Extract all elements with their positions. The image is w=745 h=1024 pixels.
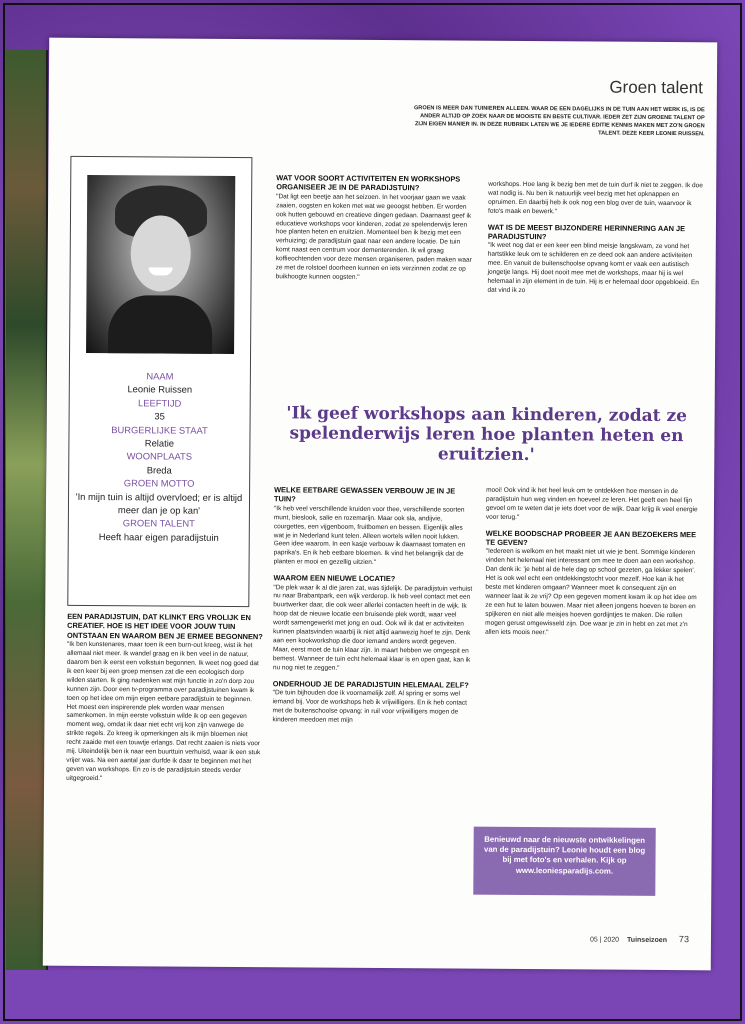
rubric-title: Groen talent bbox=[609, 77, 703, 98]
motto-label: GROEN MOTTO bbox=[123, 477, 195, 489]
page-number: 73 bbox=[678, 934, 690, 945]
talent-value: Heeft haar eigen paradijstuin bbox=[98, 530, 219, 543]
answer-7: "Iedereen is welkom en het maakt niet uit wie je bent. Sommige kinderen vinden het helemaal niet interessant om mee te doen aan een workshop. Dan denk ik: 'je hebt al de hele dag op school gezeten, ga lekker spelen'. Het is ook wel echt een ontdekkingstocht voor mezelf. Hoe kan ik het beste met kinderen omgaan? Wanneer moet ik consequent zijn en wanneer laat ik ze vrij? Op een gegeven moment kwam ik op het idee om ze een hut te laten bouwen. Maar niet alleen jongens hoeven te boren en spijkeren en niet alle meisjes hoeven gordijntjes te maken. Die rollen mogen gerust omgewisseld zijn. Doe waar je zin in hebt en zet met z'n allen iets moois neer." bbox=[485, 548, 697, 636]
answer-5: "De plek waar ik al die jaren zat, was tijdelijk. De paradijstuin verhuist nu naar Brabantpark, een wijk verderop. Ik heb veel contact met een buurtwerker daar, die ook weer allerlei contacten heeft in de wijk. Ik hoop dat de nieuwe locatie een bruisende plek wordt, waar veel wordt samengewerkt met jong en oud. Ook wil ik dat er activiteiten kunnen plaatsvinden waarbij ik niet altijd aanwezig hoef te zijn. Denk aan een kookworkshop die door iemand anders wordt gegeven. Maar, eerst moet de tuin klaar zijn. In maart hebben we omgespit en bemest. Wanneer de tuin echt helemaal klaar is en open gaat, kan ik nu nog niet te zeggen." bbox=[272, 583, 473, 672]
blog-promo-box: Benieuwd naar de nieuwste ontwikkelingen van de paradijstuin? Leonie houdt een blog bij met foto's en verhalen. Kijk op www.leoniesparadijs.com. bbox=[473, 827, 655, 896]
photo-border bbox=[3, 3, 742, 1021]
answer-4: "Ik heb veel verschillende kruiden voor thee, verschillende soorten munt, bieslook, salie en rozemarijn. Maar ook sla, andijvie, courgettes, een vijgenboom, fruitbomen en bessen. Eigenlijk alles wat je in Nederland kunt telen. Alleen wortels willen nooit lukken. Geen idee waarom. In een kasje verbouw ik daarnaast tomaten en paprika's. En ik heb eetbare bloemen. Ik vind het belangrijk dat de planten er mooi en gezellig uitzien." bbox=[273, 505, 466, 567]
answer-3: "Ik weet nog dat er een keer een blind meisje langskwam, ze vond het hartstikke leuk om te schilderen en ze deed ook aan andere activiteiten mee. En vanuit de buitenschoolse opvang komt er vaak een autistisch jongetje langs. Hij doet nooit mee met de workshops, maar hij is wel helemaal in zijn element in de tuin. Hij is er helemaal door opgebloeid. En dat vind ik zo bbox=[487, 242, 699, 294]
issue-number: 05 | 2020 bbox=[589, 936, 620, 944]
question-3: WAT IS DE MEEST BIJZONDERE HERINNERING AAN JE PARADIJSTUIN? bbox=[487, 222, 686, 242]
answer-6: "De tuin bijhouden doe ik voornamelijk zelf. Al spring er soms wel iemand bij. Voor de workshops heb ik vrijwilligers. En ik heb contact met de buitenschoolse opvang: in ruil voor vrijwilligers mogen de kinderen meedoen met mijn bbox=[272, 689, 468, 724]
question-1: EEN PARADIJSTUIN, DAT KLINKT ERG VROLIJK EN CREATIEF. HOE IS HET IDEE VOOR JOUW TUIN ONTSTAAN EN WAAROM BEN JE ERMEE BEGONNEN? bbox=[67, 611, 263, 641]
question-2: WAT VOOR SOORT ACTIVITEITEN EN WORKSHOPS ORGANISEER JE IN DE PARADIJSTUIN? bbox=[276, 173, 461, 193]
answer-1: "Ik ben kunstenares, maar toen ik een burn-out kreeg, wist ik het allemaal niet meer. Ik wandel graag en ik ben veel in de natuur, daarom ben ik eerst een volkstuin begonnen. Ik weet nog goed dat ik een keer bij een groep mensen zat die een ecologisch dorp wilden starten. Ik ging nadenken wat mijn functie in zo'n dorp zou kunnen zijn. Door een tv-programma over paradijstuinen kwam ik toen op het idee om mijn eigen eetbare paradijstuin te beginnen. Het moest een inspirerende plek worden waar mensen samenkomen. In mijn eerste volkstuin wilde ik op een gegeven moment weg, omdat ik daar niet echt vrij kon zijn vanwege de strikte regels. Zo kreeg ik opmerkingen als ik mijn bloemen niet recht zaaide met een touwtje erlangs. Dat recht zaaien is niets voor mij. Uiteindelijk ben ik naar een buurttuin verhuisd, waar ik een stuk vrijer was. Na een aantal jaar durfde ik daar te beginnen met het geven van workshops. En zo is de paradijstuin steeds verder uitgegroeid." bbox=[66, 641, 261, 782]
age-value: 35 bbox=[154, 410, 165, 422]
motto-value: 'In mijn tuin is altijd overvloed; er is altijd meer dan je op kan' bbox=[75, 490, 243, 516]
question-6: ONDERHOUD JE DE PARADIJSTUIN HELEMAAL ZELF? bbox=[272, 678, 469, 690]
city-value: Breda bbox=[146, 464, 172, 476]
name-label: NAAM bbox=[146, 370, 174, 382]
answer-2-continued: workshops. Hoe lang ik bezig ben met de tuin durf ik niet te zeggen. Ik doe wat nodig is. Nu ben ik natuurlijk veel bezig met het opknappen en opruimen. En daarbij heb ik ook nog een blog over de tuin, waarvoor ik foto's maak en bewerk." bbox=[488, 180, 703, 215]
city-label: WOONPLAATS bbox=[126, 450, 193, 463]
talent-label: GROEN TALENT bbox=[122, 517, 195, 530]
name-value: Leonie Ruissen bbox=[127, 383, 193, 396]
status-value: Relatie bbox=[144, 437, 175, 449]
answer-2: "Dat ligt een beetje aan het seizoen. In het voorjaar gaan we vaak zaaien, oogsten en koken met wat we geoogst hebben. Er worden ook hutten gebouwd en creatieve dingen gedaan. Daarnaast geef ik educatieve workshops voor kinderen, zodat ze spelenderwijs leren hoe planten heten en eruitzien. Momenteel ben ik bezig met een verhuizing; de paradijstuin gaat naar een andere locatie. De tuin komt naast een centrum voor dementerenden. Ik wil graag koffieochtenden voor deze mensen organiseren, paden maken waar ze met de rolstoel doorheen kunnen en iets verzinnen zodat ze op buikhoogte kunnen oogsten." bbox=[275, 193, 472, 281]
pull-quote: 'Ik geef workshops aan kinderen, zodat ze spelenderwijs leren hoe planten heten en eruitzien.' bbox=[286, 403, 688, 466]
question-5: WAAROM EEN NIEUWE LOCATIE? bbox=[273, 573, 396, 584]
magazine-name: Tuinseizoen bbox=[627, 936, 668, 945]
question-4: WELKE EETBARE GEWASSEN VERBOUW JE IN JE TUIN? bbox=[273, 485, 456, 504]
status-label: BURGERLIJKE STAAT bbox=[111, 423, 208, 436]
question-7: WELKE BOODSCHAP PROBEER JE AAN BEZOEKERS MEE TE GEVEN? bbox=[485, 528, 697, 548]
intro-text: GROEN IS MEER DAN TUINIEREN ALLEEN. WAAR DE EEN DAGELIJKS IN DE TUIN AAN HET WERK IS, IS DE ANDER ALTIJD OP ZOEK NAAR DE MOOISTE EN BESTE CULTIVAR. IEDER ZET ZIJN GROENE TALENT OP ZIJN EIGEN MANIER IN. IN DEZE RUBRIEK LATEN WE JE IEDERE EDITIE KENNIS MAKEN MET ZO'N GROEN TALENT. DEZE KEER LEONIE RUISSEN. bbox=[413, 105, 705, 138]
answer-3-continued: mooi! Ook vind ik het heel leuk om te ontdekken hoe mensen in de paradijstuin hun weg vinden en hoeveel ze leren. Het geeft een heel fijn gevoel om te weten dat je iets doet voor de wijk. Daar krijg ik veel energie voor terug." bbox=[485, 486, 698, 521]
age-label: LEEFTIJD bbox=[138, 397, 182, 409]
